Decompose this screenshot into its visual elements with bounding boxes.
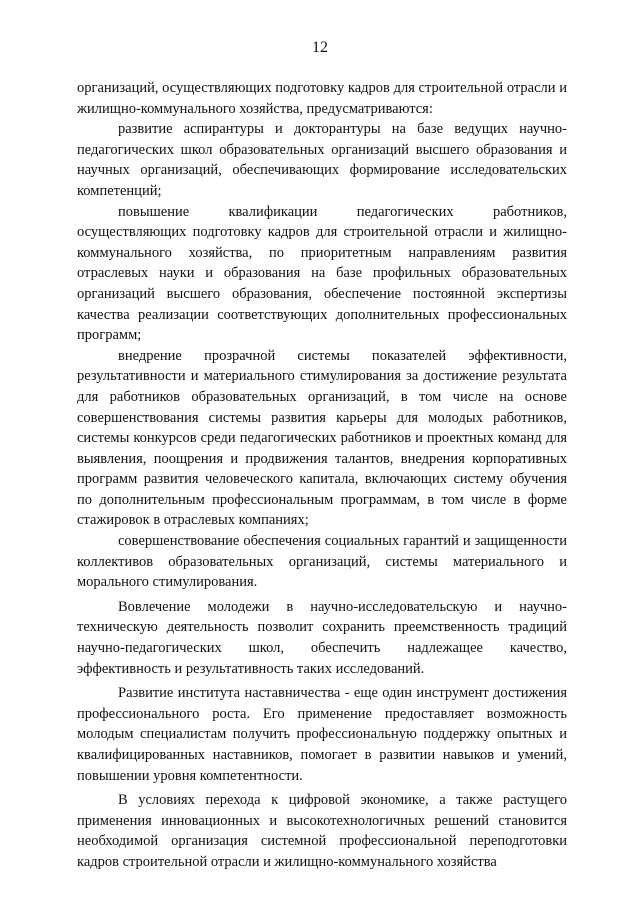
paragraph-list-item: повышение квалификации педагогических работников, осуществляющих подготовку кадров для строительной отрасли и жилищно-коммунального хозяйства, по приоритетным направлениям развития отраслевых науки и образования на базе профильных образовательных организаций высшего образования, обеспечение постоянной экспертизы качества реализации соответствующих дополнительных профессиональных программ; — [77, 203, 567, 344]
paragraph-list-item: развитие аспирантуры и докторантуры на базе ведущих научно-педагогических школ образовательных организаций высшего образования и научных организаций, обеспечивающих формирование исследовательских компетенций; — [77, 121, 567, 199]
paragraph-continuation: организаций, осуществляющих подготовку кадров для строительной отрасли и жилищно-коммунального хозяйства, предусматриваются: — [77, 80, 567, 117]
paragraph: Вовлечение молодежи в научно-исследовательскую и научно-техническую деятельность позволит сохранить преемственность традиций научно-педагогических школ, обеспечить надлежащее качество, эффективность и результативность таких исследований. — [77, 598, 567, 677]
paragraph: Развитие института наставничества - еще один инструмент достижения профессионального роста. Его применение предоставляет возможность молодым специалистам получить профессиональную поддержку опытных и квалифицированных наставников, помогает в развитии навыков и умений, повышении уровня компетентности. — [77, 685, 567, 784]
paragraph-list-item: совершенствование обеспечения социальных гарантий и защищенности коллективов образовательных организаций, системы материального и морального стимулирования. — [77, 533, 567, 591]
document-body — [77, 78, 567, 873]
paragraph: В условиях перехода к цифровой экономике, а также растущего применения инновационных и высокотехнологичных решений становится необходимой организация системной профессиональной переподготовки кадров строительной отрасли и жилищно-коммунального хозяйства — [77, 792, 567, 870]
page-number: 12 — [312, 39, 328, 56]
paragraph-list-item: внедрение прозрачной системы показателей эффективности, результативности и материального стимулирования за достижение результата для работников образовательных организаций, в том числе на основе совершенствования системы развития карьеры для молодых работников, системы конкурсов среди педагогических работников и проектных команд для выявления, поощрения и продвижения талантов, внедрения корпоративных программ развития человеческого капитала, включающих систему обучения по дополнительным профессиональным программам, в том числе в форме стажировок в отраслевых компаниях; — [77, 347, 567, 529]
